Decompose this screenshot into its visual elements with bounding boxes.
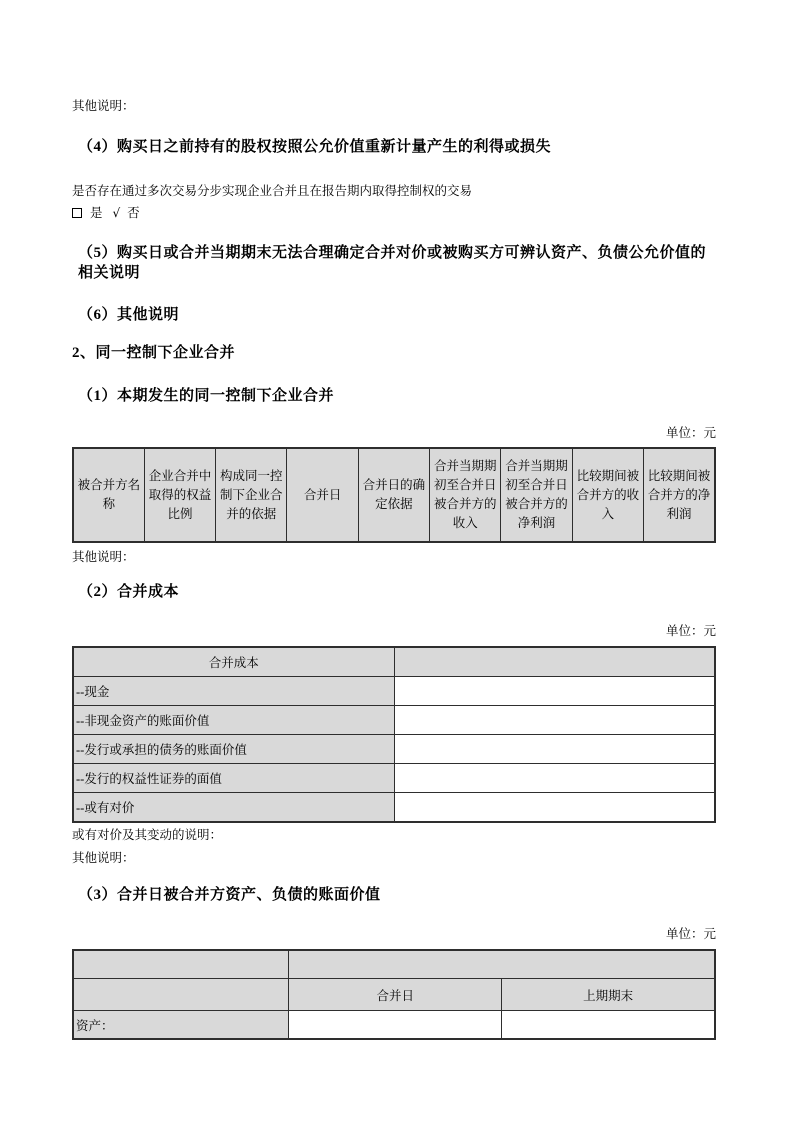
table-row [73,764,715,793]
value-header-cell [394,647,715,677]
unit-label-table1: 单位：元 [665,426,716,440]
empty-value-cell [394,764,715,793]
col-header-same-control-basis: 构成同一控制下企业合并的依据 [216,448,287,542]
combination-cost-header: 合并成本 [73,647,394,677]
other-note-top: 其他说明： [72,99,135,113]
col-header-net-profit-to-date: 合并当期期初至合并日被合并方的净利润 [501,448,572,542]
heading-2-2: （2）合并成本 [78,584,180,600]
heading-2-1: （1）本期发生的同一控制下企业合并 [78,388,335,404]
table-header-row [73,979,715,1011]
col-header-equity-ratio: 企业合并中取得的权益比例 [144,448,215,542]
table-row [73,793,715,823]
table-row [73,677,715,706]
book-value-table [72,949,716,1040]
contingent-consideration-note: 或有对价及其变动的说明： [72,828,223,842]
row-label-cash: --现金 [73,677,394,706]
yes-no-checkbox-line [72,205,716,221]
col-header-merged-party-name: 被合并方名称 [73,448,144,542]
empty-corner-cell [73,950,289,979]
unit-label-table3: 单位：元 [665,927,716,941]
col-header-combination-date: 合并日 [289,979,502,1011]
empty-value-cell [394,706,715,735]
heading-5: （5）购买日或合并当期期末无法合理确定合并对价或被购买方可辨认资产、负债公允价值的相关说明 [78,245,707,281]
col-header-comparative-income: 比较期间被合并方的收入 [572,448,643,542]
col-header-income-to-date: 合并当期期初至合并日被合并方的收入 [430,448,501,542]
other-note-after-table2: 其他说明： [72,851,135,865]
empty-value-cell [502,1011,715,1040]
check-mark-icon: √ [112,206,121,220]
table-row [73,706,715,735]
col-header-combination-date: 合并日 [287,448,358,542]
row-label-contingent-consideration: --或有对价 [73,793,394,823]
col-header-prior-period-end: 上期期末 [502,979,715,1011]
row-label-equity-securities: --发行的权益性证券的面值 [73,764,394,793]
multi-step-transaction-question: 是否存在通过多次交易分步实现企业合并且在报告期内取得控制权的交易 [72,184,473,198]
empty-value-cell [394,735,715,764]
empty-value-cell [394,793,715,823]
unit-label-table2: 单位：元 [665,624,716,638]
page-content [72,0,716,1040]
combination-cost-table [72,646,716,823]
heading-4: （4）购买日之前持有的股权按照公允价值重新计量产生的利得或损失 [78,139,552,155]
unchecked-checkbox-icon [72,208,82,218]
row-label-debts-assumed: --发行或承担的债务的账面价值 [73,735,394,764]
table-header-row [73,448,715,542]
empty-merged-header-cell [289,950,715,979]
table-top-row [73,950,715,979]
table-row [73,735,715,764]
row-label-noncash-assets: --非现金资产的账面价值 [73,706,394,735]
empty-value-cell [289,1011,502,1040]
heading-6: （6）其他说明 [78,307,180,323]
empty-label-header-cell [73,979,289,1011]
heading-2-3: （3）合并日被合并方资产、负债的账面价值 [78,887,381,903]
yes-option-label: 是 [90,206,103,220]
section-2-heading: 2、同一控制下企业合并 [72,345,236,361]
row-label-assets: 资产： [73,1011,289,1040]
empty-value-cell [394,677,715,706]
table-row [73,1011,715,1040]
table1-other-note: 其他说明： [72,550,135,564]
no-option-label: 否 [127,206,140,220]
table-header-row [73,647,715,677]
same-control-combination-table [72,447,716,543]
col-header-date-basis: 合并日的确定依据 [358,448,429,542]
col-header-comparative-profit: 比较期间被合并方的净利润 [644,448,716,542]
